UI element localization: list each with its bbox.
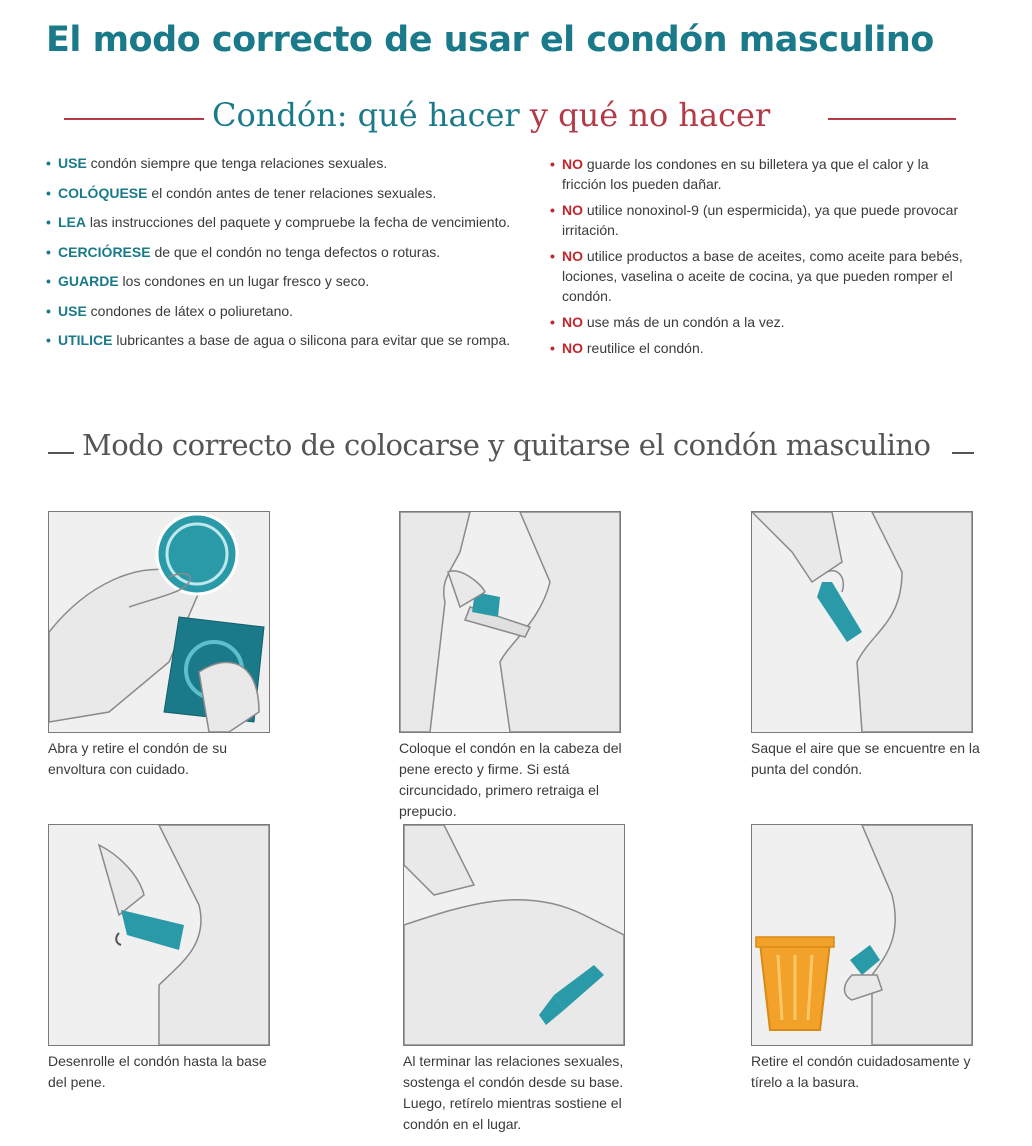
bullet-icon: • xyxy=(46,243,51,260)
discard-condom-icon xyxy=(752,825,972,1045)
do-item: • UTILICE lubricantes a base de agua o silicona para evitar que se rompa. xyxy=(46,332,511,348)
do-item: • COLÓQUESE el condón antes de tener relaciones sexuales. xyxy=(46,184,437,201)
bullet-icon: • xyxy=(46,214,51,230)
steps-rule-right xyxy=(952,452,974,454)
steps-heading xyxy=(0,428,1032,468)
step-2-illustration xyxy=(399,511,621,733)
step-caption: Saque el aire que se encuentre en la punta del condón. xyxy=(751,740,980,777)
do-item: • USE condón siempre que tenga relaciones sexuales. xyxy=(46,155,388,171)
unroll-condom-icon xyxy=(49,825,269,1045)
step-4-illustration xyxy=(48,824,270,1046)
step-6-illustration xyxy=(751,824,973,1046)
step-5-illustration xyxy=(403,824,625,1046)
do-dont-heading xyxy=(0,96,1032,140)
withdraw-condom-icon xyxy=(404,825,624,1045)
step-caption: Abra y retire el condón de su envoltura con cuidado. xyxy=(48,740,227,777)
heading-rule-left xyxy=(64,118,204,120)
bullet-icon: • xyxy=(550,248,555,264)
bullet-icon: • xyxy=(550,156,555,172)
do-list xyxy=(46,154,546,361)
dont-item: • NO utilice nonoxinol-9 (un espermicida), ya que puede provocar irritación. xyxy=(550,202,959,238)
open-wrapper-icon xyxy=(49,512,269,732)
heading-rule-right xyxy=(828,118,956,120)
bullet-icon: • xyxy=(46,155,51,171)
dont-list xyxy=(550,154,970,364)
do-item: • GUARDE los condones en un lugar fresco y seco. xyxy=(46,273,370,289)
bullet-icon: • xyxy=(46,332,51,348)
bullet-icon: • xyxy=(46,273,51,289)
step-3-illustration xyxy=(751,511,973,733)
dont-item: • NO guarde los condones en su billetera ya que el calor y la fricción los pueden dañar. xyxy=(550,156,929,192)
bullet-icon: • xyxy=(46,302,51,319)
do-item: • CERCIÓRESE de que el condón no tenga defectos o roturas. xyxy=(46,243,441,260)
step-caption: Desenrolle el condón hasta la base del pene. xyxy=(48,1053,267,1090)
steps-heading-text: Modo correcto de colocarse y quitarse el condón masculino xyxy=(82,428,931,462)
bullet-icon: • xyxy=(550,314,555,330)
heading-do-text: Condón: qué hacer xyxy=(212,96,520,134)
step-caption: Coloque el condón en la cabeza del pene erecto y firme. Si está circuncidado, primero retraiga el prepucio. xyxy=(399,740,622,819)
do-item: • LEA las instrucciones del paquete y compruebe la fecha de vencimiento. xyxy=(46,214,511,230)
pinch-tip-icon xyxy=(752,512,972,732)
bullet-icon: • xyxy=(46,184,51,201)
place-condom-icon xyxy=(400,512,620,732)
do-item: • USE condones de látex o poliuretano. xyxy=(46,302,294,319)
page-title: El modo correcto de usar el condón masculino xyxy=(46,20,934,60)
bullet-icon: • xyxy=(550,340,555,356)
step-caption: Al terminar las relaciones sexuales, sostenga el condón desde su base. Luego, retírelo mientras sostiene el condón en el lugar. xyxy=(403,1053,624,1132)
step-1-illustration xyxy=(48,511,270,733)
steps-rule-left xyxy=(48,452,74,454)
step-caption: Retire el condón cuidadosamente y tírelo a la basura. xyxy=(751,1053,971,1090)
bullet-icon: • xyxy=(550,202,555,218)
dont-item: • NO reutilice el condón. xyxy=(550,340,704,356)
heading-dont-text: y qué no hacer xyxy=(529,96,771,134)
dont-item: • NO use más de un condón a la vez. xyxy=(550,314,785,330)
dont-item: • NO utilice productos a base de aceites, como aceite para bebés, lociones, vaselina o aceite de cocina, ya que pueden romper el condón. xyxy=(550,248,963,304)
